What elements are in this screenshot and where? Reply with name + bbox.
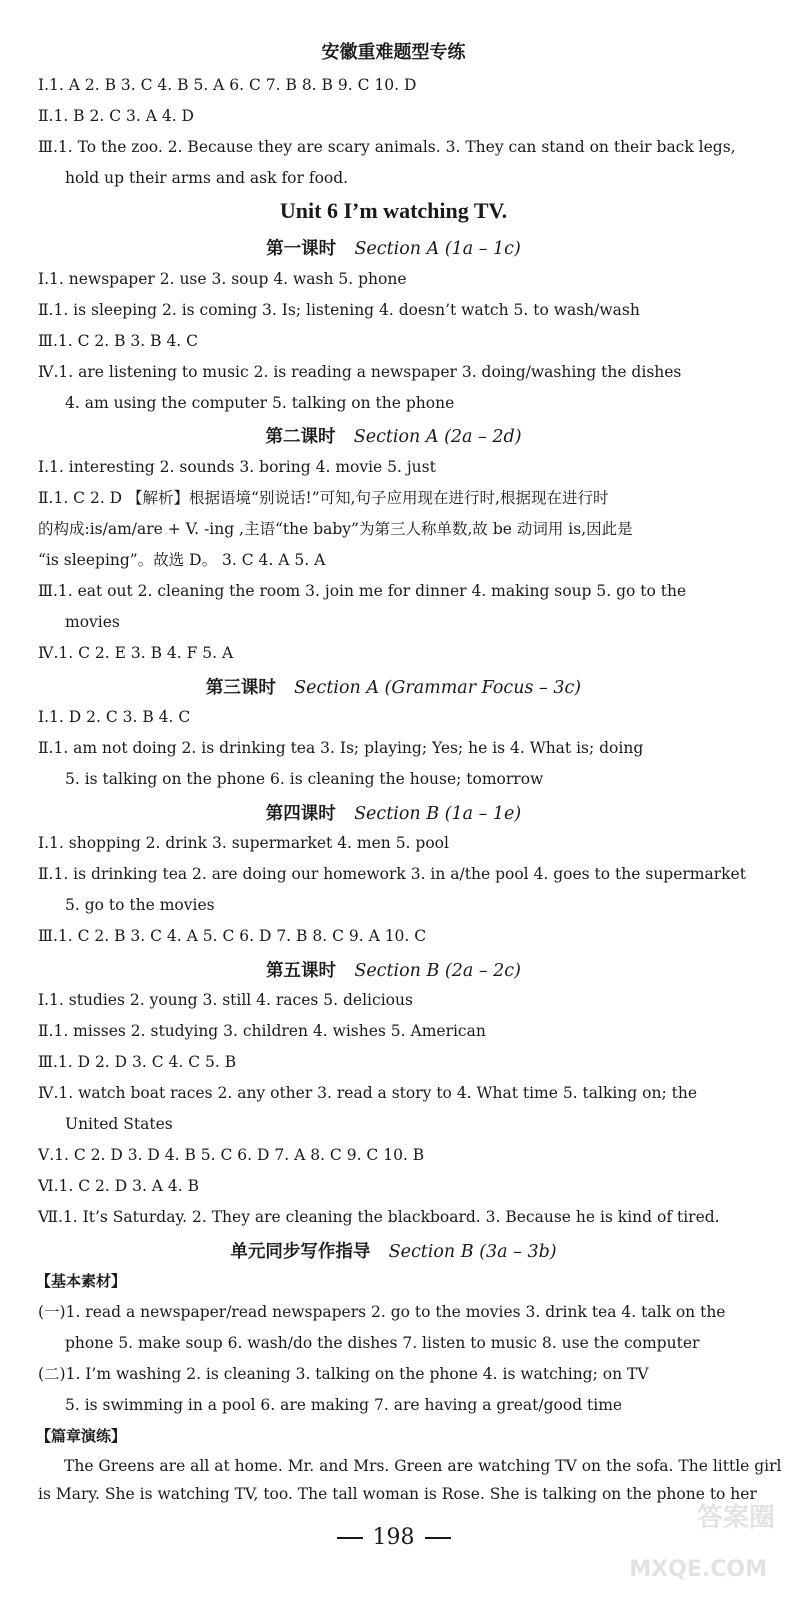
answer-line: Ⅱ.1. misses 2. studying 3. children 4. wishes 5. American: [38, 1022, 486, 1040]
answer-line: 5. is talking on the phone 6. is cleaning the house; tomorrow: [65, 770, 544, 788]
writing-heading: [0, 1238, 787, 1263]
answer-line: (二)1. I’m washing 2. is cleaning 3. talking on the phone 4. is watching; on TV: [38, 1365, 649, 1383]
section-title: 安徽重难题型专练: [321, 42, 466, 63]
lesson-title: 第四课时: [265, 804, 336, 824]
answer-line: 的构成:is/am/are + V. -ing ,主语“the baby”为第三人称单数,故 be 动词用 is,因此是: [38, 520, 633, 538]
answer-line: Ⅴ.1. C 2. D 3. D 4. B 5. C 6. D 7. A 8. C 9. C 10. B: [38, 1146, 425, 1164]
answer-line: Ⅳ.1. watch boat races 2. any other 3. read a story to 4. What time 5. talking on; the: [38, 1084, 697, 1102]
lesson-subtitle: Section A (Grammar Focus – 3c): [294, 678, 582, 698]
watermark-text: 答案圈: [696, 1503, 775, 1533]
answer-line: 4. am using the computer 5. talking on the phone: [65, 394, 455, 412]
writing-title: 单元同步写作指导: [230, 1242, 371, 1262]
watermark-url: MXQE.COM: [629, 1557, 767, 1582]
lesson-subtitle: Section A (1a – 1c): [354, 239, 521, 259]
answer-line: Ⅵ.1. C 2. D 3. A 4. B: [38, 1177, 200, 1195]
lesson-title: 第一课时: [266, 239, 337, 259]
answer-line: 5. go to the movies: [65, 896, 215, 914]
passage-line: is Mary. She is watching TV, too. The tall woman is Rose. She is talking on the phone to her: [38, 1485, 757, 1503]
lesson-heading: [0, 423, 787, 448]
answer-line: (一)1. read a newspaper/read newspapers 2. go to the movies 3. drink tea 4. talk on the: [38, 1303, 726, 1321]
answer-line: movies: [65, 613, 120, 631]
answer-line: Ⅰ.1. D 2. C 3. B 4. C: [38, 708, 191, 726]
answer-line: Ⅰ.1. studies 2. young 3. still 4. races 5. delicious: [38, 991, 413, 1009]
unit-title: Unit 6 I’m watching TV.: [279, 198, 508, 223]
passage-line: The Greens are all at home. Mr. and Mrs. Green are watching TV on the sofa. The little girl: [64, 1457, 782, 1475]
answer-line: 5. is swimming in a pool 6. are making 7. are having a great/good time: [65, 1396, 623, 1414]
answer-line: Ⅲ.1. D 2. D 3. C 4. C 5. B: [38, 1053, 237, 1071]
lesson-title: 第五课时: [266, 961, 337, 981]
answer-line: Ⅲ.1. To the zoo. 2. Because they are scary animals. 3. They can stand on their back legs,: [38, 138, 736, 156]
lesson-heading: [0, 674, 787, 699]
lesson-subtitle: Section B (1a – 1e): [354, 804, 522, 824]
answer-line: hold up their arms and ask for food.: [65, 169, 349, 187]
answer-line: Ⅰ.1. A 2. B 3. C 4. B 5. A 6. C 7. B 8. B 9. C 10. D: [38, 76, 417, 94]
answer-line: Ⅰ.1. newspaper 2. use 3. soup 4. wash 5. phone: [38, 270, 407, 288]
answer-line: Ⅱ.1. is drinking tea 2. are doing our homework 3. in a/the pool 4. goes to the supermarket: [38, 865, 746, 883]
lesson-title: 第三课时: [205, 678, 276, 698]
answer-line: Ⅰ.1. shopping 2. drink 3. supermarket 4. men 5. pool: [38, 834, 449, 852]
answer-line: Ⅱ.1. B 2. C 3. A 4. D: [38, 107, 194, 125]
watermark-logo: [605, 1495, 775, 1595]
answer-line: Ⅱ.1. C 2. D 【解析】根据语境“别说话!”可知,句子应用现在进行时,根据现在进行时: [38, 489, 609, 507]
answer-line: Ⅱ.1. is sleeping 2. is coming 3. Is; listening 4. doesn’t watch 5. to wash/wash: [38, 301, 640, 319]
answer-line: Ⅲ.1. C 2. B 3. B 4. C: [38, 332, 199, 350]
writing-subtitle: Section B (3a – 3b): [388, 1242, 557, 1262]
answer-line: Ⅳ.1. C 2. E 3. B 4. F 5. A: [38, 644, 234, 662]
dash-left: [337, 1537, 363, 1539]
lesson-heading: [0, 800, 787, 825]
dash-right: [425, 1537, 451, 1539]
lesson-subtitle: Section B (2a – 2c): [354, 961, 521, 981]
lesson-title: 第二课时: [265, 427, 336, 447]
answer-line: Ⅰ.1. interesting 2. sounds 3. boring 4. movie 5. just: [38, 458, 436, 476]
answer-line: Ⅱ.1. am not doing 2. is drinking tea 3. Is; playing; Yes; he is 4. What is; doing: [38, 739, 644, 757]
answer-line: Ⅳ.1. are listening to music 2. is reading a newspaper 3. doing/washing the dishes: [38, 363, 682, 381]
lesson-heading: [0, 957, 787, 982]
answer-line: “is sleeping”。故选 D。 3. C 4. A 5. A: [38, 551, 326, 569]
answer-line: phone 5. make soup 6. wash/do the dishes 7. listen to music 8. use the computer: [65, 1334, 700, 1352]
answer-line: Ⅲ.1. C 2. B 3. C 4. A 5. C 6. D 7. B 8. C 9. A 10. C: [38, 927, 427, 945]
answer-line: Ⅲ.1. eat out 2. cleaning the room 3. join me for dinner 4. making soup 5. go to the: [38, 582, 687, 600]
page-number: 198: [372, 1525, 415, 1550]
answer-line: Ⅶ.1. It’s Saturday. 2. They are cleaning the blackboard. 3. Because he is kind of tired.: [38, 1208, 720, 1226]
passage-practice-tag: 【篇章演练】: [36, 1427, 127, 1445]
basic-material-tag: 【基本素材】: [36, 1272, 127, 1290]
answer-line: United States: [65, 1115, 173, 1133]
lesson-heading: [0, 235, 787, 260]
lesson-subtitle: Section A (2a – 2d): [353, 427, 522, 447]
